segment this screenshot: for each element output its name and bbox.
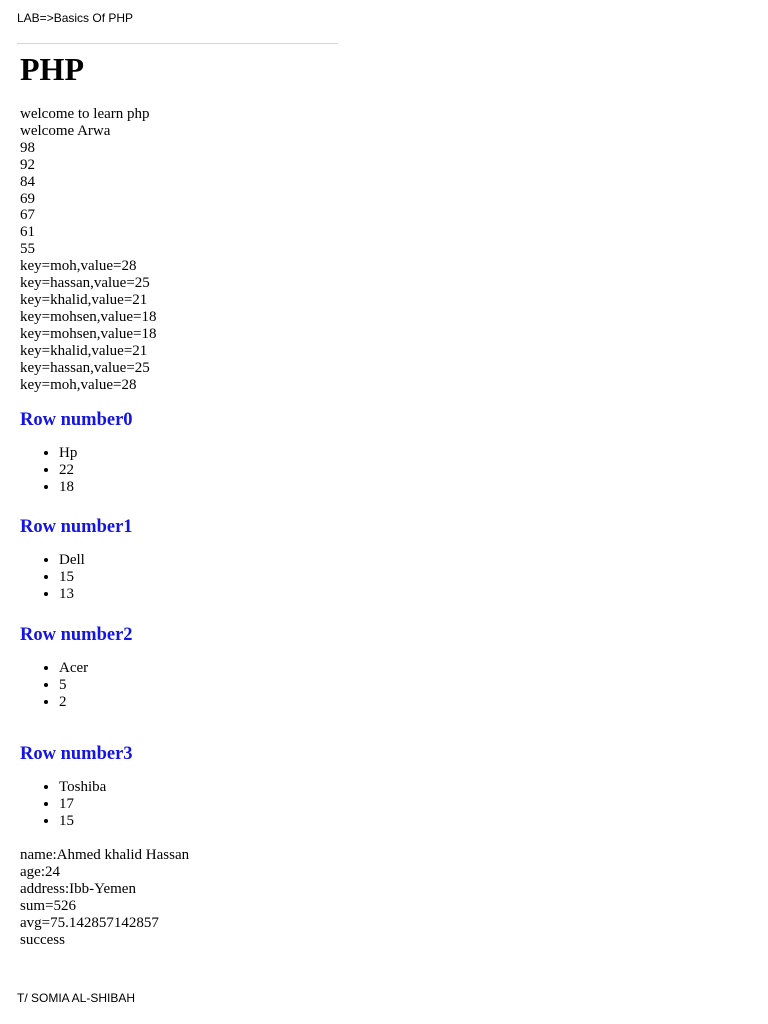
output-line: 61 (20, 224, 35, 241)
document-footer: T/ SOMIA AL-SHIBAH (17, 991, 136, 1005)
list-item: • 22 (59, 462, 133, 479)
summary-line: sum=526 (20, 898, 76, 914)
output-line: key=hassan,value=25 (20, 275, 150, 292)
list-item: • 13 (59, 586, 133, 603)
summary-line: success (20, 932, 65, 948)
page-title: PHP (20, 51, 84, 87)
output-line: 84 (20, 173, 35, 190)
output-line: 55 (20, 241, 35, 258)
list-item: • 15 (59, 813, 133, 830)
list-item: • 17 (59, 796, 133, 813)
output-line: key=hassan,value=25 (20, 359, 150, 376)
row-section-3 (20, 743, 133, 830)
list-item: • Toshiba (59, 779, 133, 796)
list-item: • Hp (59, 445, 133, 462)
row-section-2 (20, 624, 133, 711)
row-item-list (20, 660, 133, 711)
output-line: welcome to learn php (20, 106, 150, 122)
list-item: • 18 (59, 479, 133, 496)
summary-line: address:Ibb-Yemen (20, 881, 136, 897)
list-item: • 15 (59, 569, 133, 586)
output-lines (20, 106, 156, 393)
row-section-1 (20, 516, 133, 603)
summary-lines (20, 847, 189, 949)
summary-line: age:24 (20, 864, 60, 880)
output-line: 69 (20, 190, 35, 207)
output-line: welcome Arwa (20, 122, 111, 139)
row-item-list (20, 552, 133, 603)
output-line: 98 (20, 139, 35, 156)
summary-line: name:Ahmed khalid Hassan (20, 847, 190, 863)
row-item-list (20, 779, 133, 830)
row-section-0 (20, 409, 133, 496)
output-line: key=mohsen,value=18 (20, 308, 157, 325)
row-heading: Row number2 (20, 625, 133, 645)
document-header: LAB=>Basics Of PHP (17, 11, 134, 25)
row-heading: Row number0 (20, 410, 133, 430)
output-line: key=moh,value=28 (20, 376, 137, 393)
list-item: • Dell (59, 552, 133, 569)
output-line: key=mohsen,value=18 (20, 325, 157, 342)
row-heading: Row number3 (20, 744, 133, 764)
row-heading: Row number1 (20, 517, 133, 537)
output-line: key=khalid,value=21 (20, 342, 148, 359)
row-item-list (20, 445, 133, 496)
list-item: • 5 (59, 677, 133, 694)
output-line: 67 (20, 207, 35, 224)
header-divider (17, 43, 338, 44)
list-item: • Acer (59, 660, 133, 677)
output-line: key=khalid,value=21 (20, 291, 148, 308)
summary-line: avg=75.142857142857 (20, 915, 159, 931)
list-item: • 2 (59, 694, 133, 711)
output-line: key=moh,value=28 (20, 258, 137, 275)
output-line: 92 (20, 156, 35, 173)
